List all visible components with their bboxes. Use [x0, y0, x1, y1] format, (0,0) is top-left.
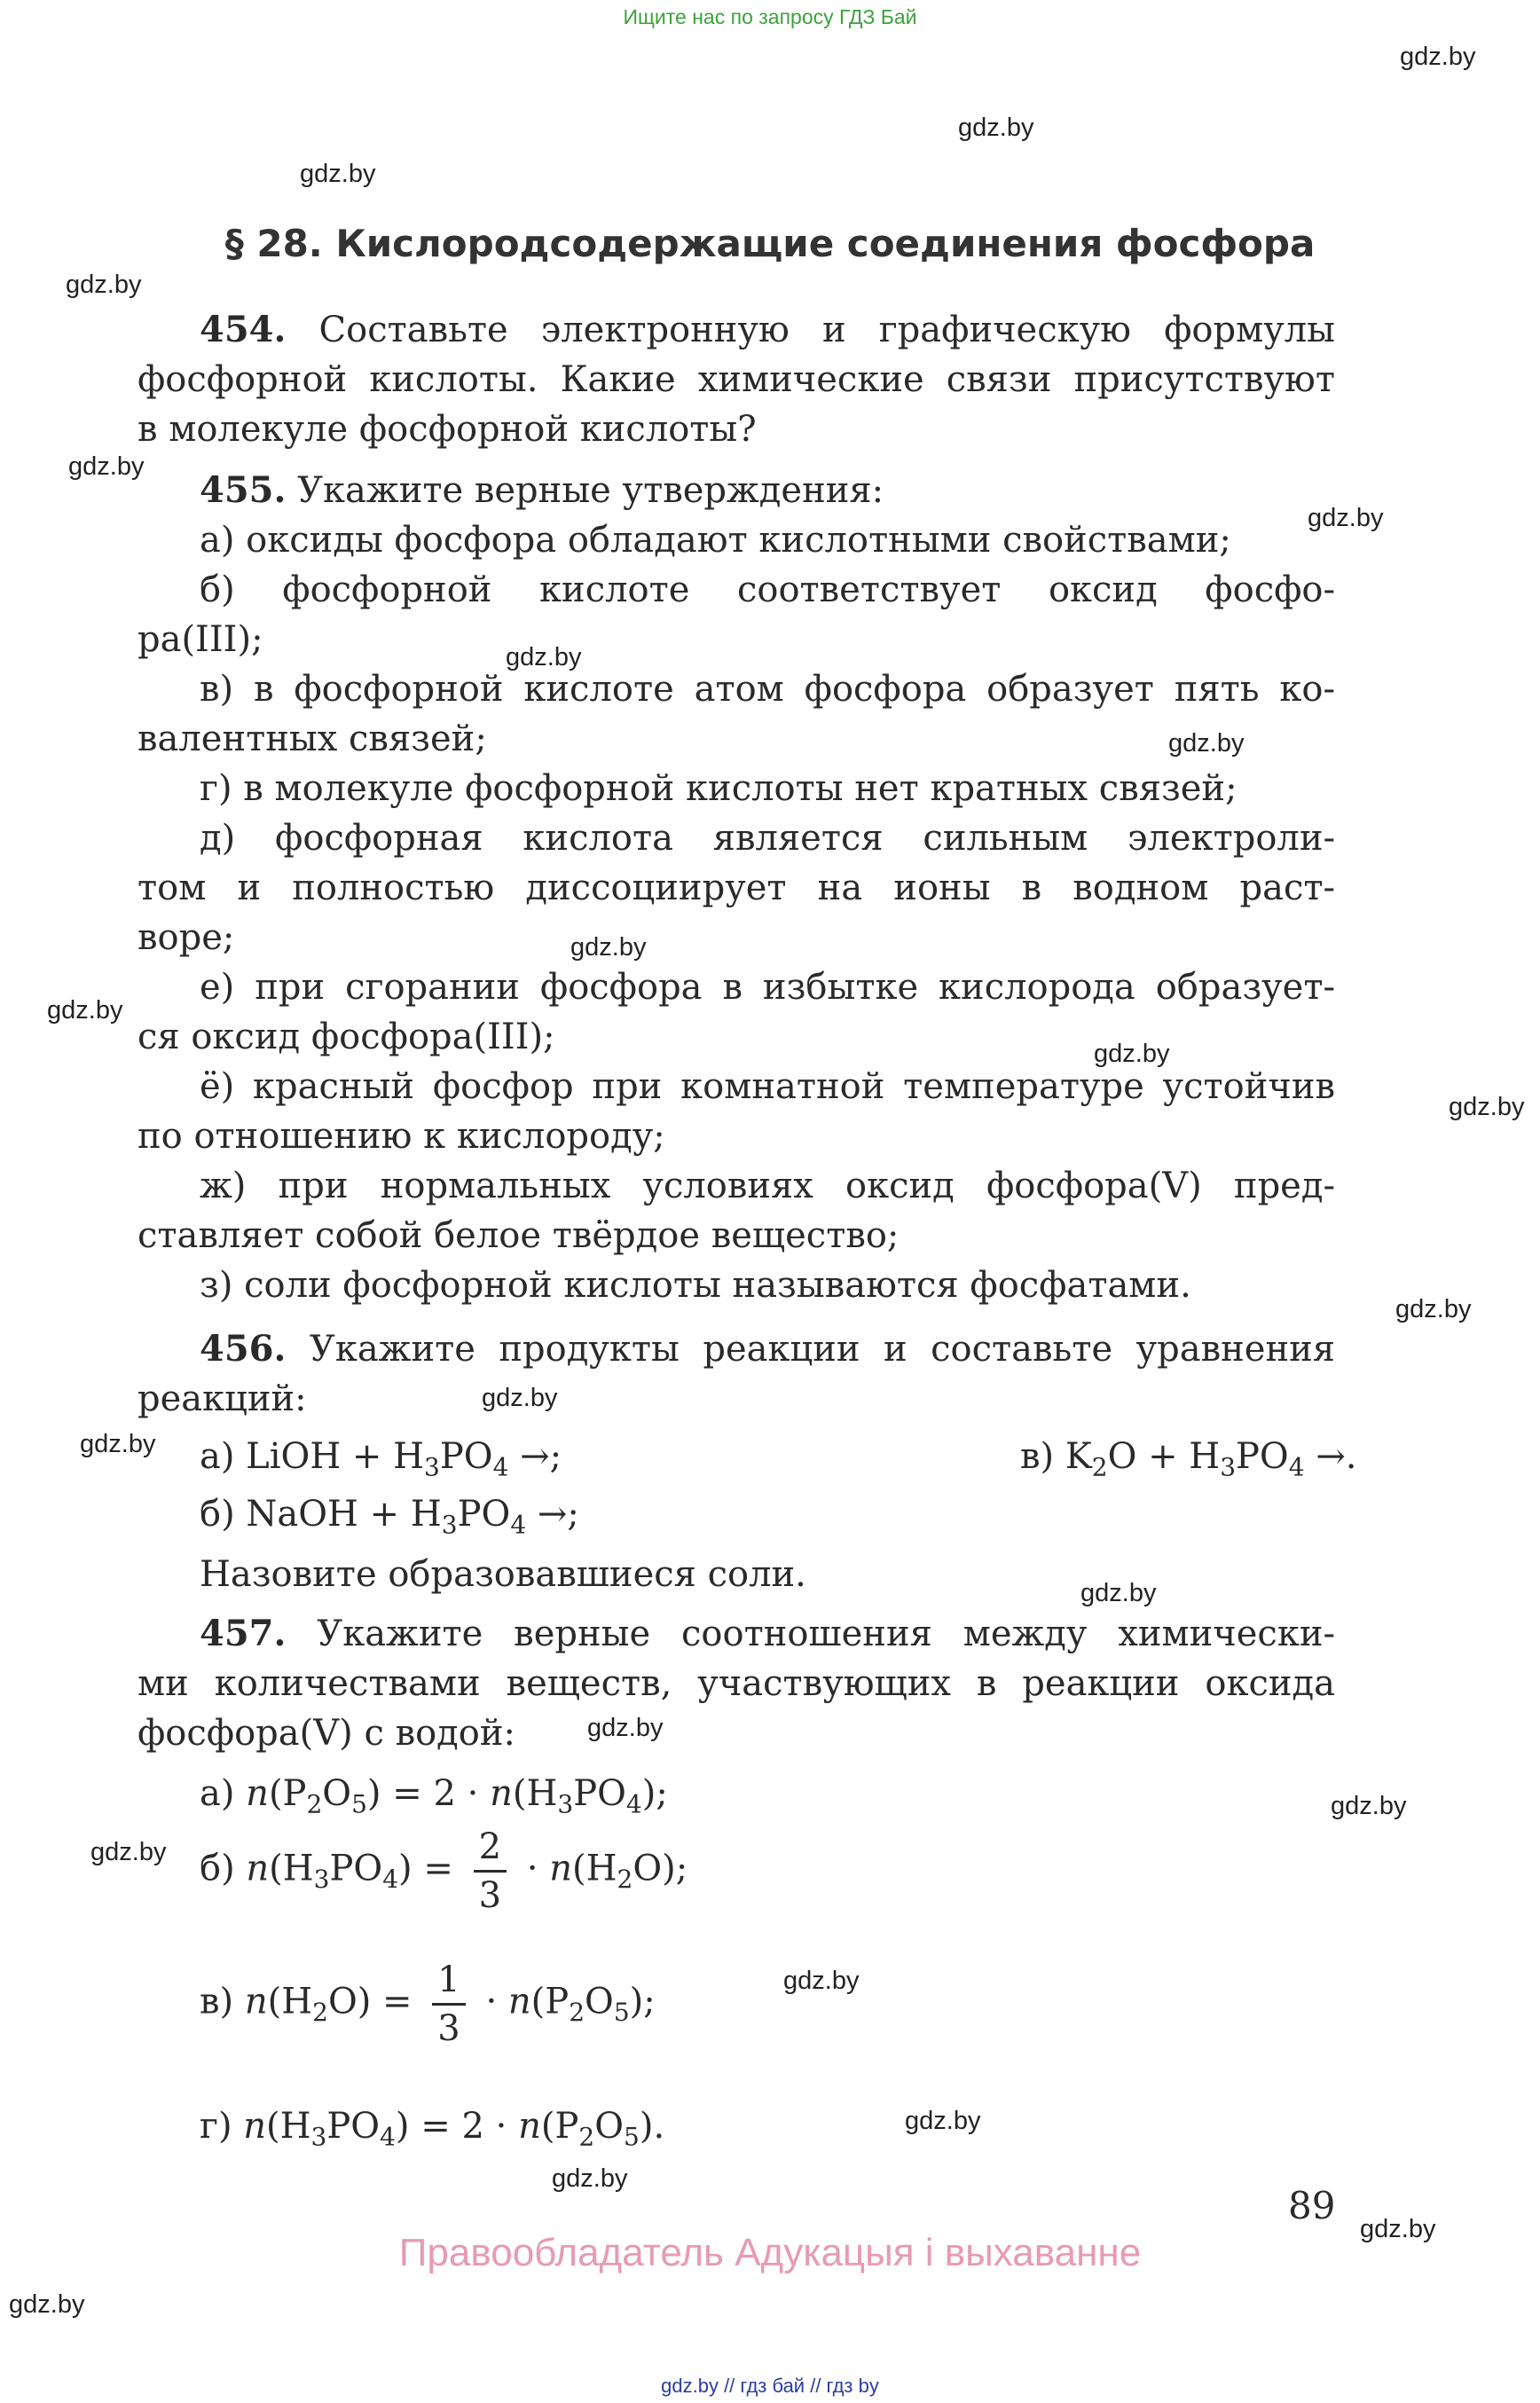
watermark: gdz.by — [506, 643, 582, 671]
copyright-owner: Правообладатель Адукацыя і выхаванне — [398, 2231, 1142, 2274]
section-heading: § 28. Кислородсодержащие соединения фосфора — [224, 222, 1316, 265]
reaction-v: в) $K_2O + H_3PO_4$ →. — [1020, 1436, 1357, 1482]
option-yo-cont: по отношению к кислороду; — [138, 1116, 665, 1157]
fraction: $\frac{2}{3}$ — [474, 1829, 507, 1913]
option-d-cont: том и полностью диссоциирует на ионы в водном раст- — [138, 868, 1335, 908]
task-456-footer: Назовите образовавшиеся соли. — [200, 1554, 806, 1595]
watermark: gdz.by — [1449, 1093, 1525, 1121]
page-number: 89 — [1288, 2184, 1336, 2227]
watermark: gdz.by — [66, 271, 142, 299]
task-456-line — [200, 1325, 1335, 1373]
task-454-line — [200, 306, 1335, 354]
watermark: gdz.by — [68, 452, 145, 481]
watermark: gdz.by — [47, 996, 123, 1025]
task-456-line: реакций: — [138, 1378, 307, 1419]
watermark: gdz.by — [1400, 43, 1476, 71]
task-457-line — [200, 1610, 1335, 1658]
relation-b: б) $n(H_3PO_4)$ = $\frac{2}{3}$ · $n(H_2O)$; — [200, 1826, 688, 1916]
task-457-line: ми количествами веществ, участвующих в реакции оксида — [138, 1663, 1335, 1704]
task-number: 455. — [200, 469, 287, 511]
watermark: gdz.by — [90, 1838, 167, 1866]
fraction: $\frac{1}{3}$ — [432, 1962, 465, 2046]
watermark: gdz.by — [482, 1384, 558, 1412]
relation-v: в) $n(H_2O)$ = $\frac{1}{3}$ · $n(P_2O_5)$; — [200, 1959, 656, 2049]
option-g: г) в молекуле фосфорной кислоты нет кратных связей; — [200, 768, 1238, 809]
task-text: Укажите продукты реакции и составьте уравнения — [309, 1329, 1335, 1370]
watermark: gdz.by — [1331, 1792, 1407, 1820]
reaction-b: б) NaOH + $H_3PO_4$ →; — [200, 1494, 579, 1540]
task-text: Укажите верные утверждения: — [297, 470, 884, 511]
option-b-cont: ра(III); — [138, 619, 263, 660]
watermark: gdz.by — [905, 2107, 981, 2135]
watermark: gdz.by — [1308, 504, 1384, 532]
task-number: 457. — [200, 1613, 287, 1654]
watermark: gdz.by — [570, 933, 647, 962]
task-457-line: фосфора(V) с водой: — [138, 1713, 516, 1754]
option-d: д) фосфорная кислота является сильным электроли- — [200, 818, 1335, 859]
watermark: gdz.by — [1094, 1040, 1170, 1068]
watermark: gdz.by — [1168, 729, 1245, 758]
option-v-cont: валентных связей; — [138, 719, 487, 759]
watermark: gdz.by — [300, 160, 376, 188]
task-455-line — [200, 467, 1335, 514]
top-banner-link[interactable]: Ищите нас по запросу ГДЗ Бай — [623, 5, 917, 28]
watermark: gdz.by — [783, 1967, 860, 1995]
task-text: Укажите верные соотношения между химически- — [317, 1614, 1336, 1654]
option-yo: ё) красный фосфор при комнатной температуре устойчив — [200, 1066, 1335, 1107]
option-zh: ж) при нормальных условиях оксид фосфора(V) пред- — [200, 1166, 1335, 1206]
option-z: з) соли фосфорной кислоты называются фосфатами. — [200, 1265, 1191, 1306]
task-text: Составьте электронную и графическую формулы — [318, 310, 1335, 350]
option-zh-cont: ставляет собой белое твёрдое вещество; — [138, 1215, 900, 1256]
watermark: gdz.by — [1080, 1579, 1157, 1607]
task-number: 456. — [200, 1328, 287, 1370]
watermark: gdz.by — [1360, 2215, 1436, 2243]
relation-a: а) $n(P_2O_5) = 2 \cdot n(H_3PO_4)$; — [200, 1773, 668, 1819]
watermark: gdz.by — [958, 114, 1034, 142]
watermark: gdz.by — [1395, 1295, 1472, 1323]
watermark: gdz.by — [9, 2290, 85, 2319]
task-454-line: в молекуле фосфорной кислоты? — [138, 409, 757, 450]
task-number: 454. — [200, 309, 287, 350]
option-v: в) в фосфорной кислоте атом фосфора образует пять ко- — [200, 669, 1335, 710]
relation-g: г) $n(H_3PO_4) = 2 \cdot n(P_2O_5)$. — [200, 2106, 665, 2152]
option-d-cont: воре; — [138, 917, 235, 958]
footer-links[interactable]: gdz.by // гдз бай // гдз by — [661, 2375, 879, 2397]
watermark: gdz.by — [80, 1430, 156, 1458]
option-a: а) оксиды фосфора обладают кислотными свойствами; — [200, 520, 1231, 561]
task-454-line: фосфорной кислоты. Какие химические связи присутствуют — [138, 359, 1335, 400]
option-b: б) фосфорной кислоте соответствует оксид фосфо- — [200, 569, 1335, 610]
watermark: gdz.by — [587, 1714, 664, 1742]
option-e: е) при сгорании фосфора в избытке кислорода образует- — [200, 967, 1335, 1008]
option-e-cont: ся оксид фосфора(III); — [138, 1017, 555, 1057]
reaction-a: а) LiOH + $H_3PO_4$ →; в) $K_2O + H_3PO_4$ →. — [200, 1433, 1335, 1480]
watermark: gdz.by — [552, 2164, 628, 2193]
